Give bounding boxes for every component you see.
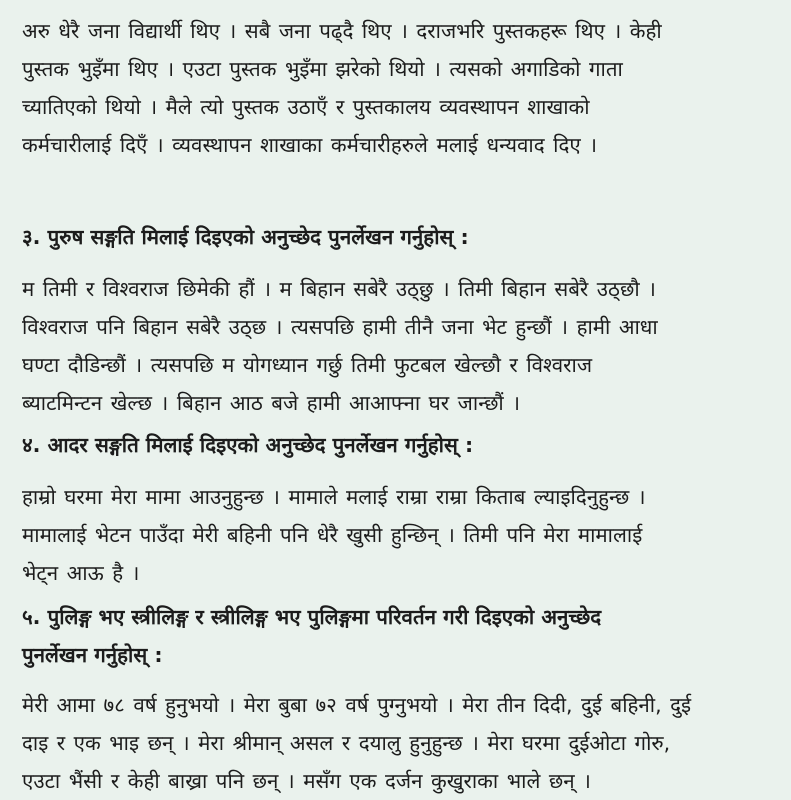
section-4-line: मामालाई भेटन पाउँदा मेरी बहिनी पनि धेरै खुसी हुन्छिन् । तिमी पनि मेरा मामालाई [22, 523, 643, 547]
section-5-line: मेरी आमा ७८ वर्ष हुनुभयो । मेरा बुबा ७२ वर्ष पुग्नुभयो । मेरा तीन दिदी, दुई बहिनी, दुई [22, 693, 692, 717]
section-5-heading-line: पुनर्लेखन गर्नुहोस् : [22, 643, 163, 667]
section-4-heading: ४. आदर सङ्गति मिलाई दिइएको अनुच्छेद पुनर्लेखन गर्नुहोस् : [22, 433, 474, 457]
section-5-line: दाइ र एक भाइ छन् । मेरा श्रीमान् असल र दयालु हुनुहुन्छ । मेरा घरमा दुईओटा गोरु, [22, 731, 671, 755]
section-4-line: हाम्रो घरमा मेरा मामा आउनुहुन्छ । मामाले मलाई राम्रा राम्रा किताब ल्याइदिनुहुन्छ । [22, 485, 646, 509]
section-3-line: म तिमी र विश्वराज छिमेकी हौं । म बिहान सबेरै उठ्छु । तिमी बिहान सबेरै उठ्छौ । [22, 277, 656, 301]
section-5-heading [22, 598, 769, 674]
section-5-heading-line: ५. पुलिङ्ग भए स्त्रीलिङ्ग र स्त्रीलिङ्ग भए पुलिङ्गमा परिवर्तन गरी दिइएको अनुच्छेद [22, 605, 602, 629]
intro-line: कर्मचारीलाई दिएँ । व्यवस्थापन शाखाका कर्मचारीहरुले मलाई धन्यवाद दिए । [22, 133, 597, 157]
section-3-heading: ३. पुरुष सङ्गति मिलाई दिइएको अनुच्छेद पुनर्लेखन गर्नुहोस् : [22, 225, 469, 249]
section-3-line: विश्वराज पनि बिहान सबेरै उठ्छ । त्यसपछि हामी तीनै जना भेट हुन्छौं । हामी आधा [22, 315, 658, 339]
intro-line: पुस्तक भुइँमा थिए । एउटा पुस्तक भुइँमा झरेको थियो । त्यसको अगाडिको गाता [22, 57, 623, 81]
section-4-line: भेट्न आऊ है । [22, 561, 140, 585]
intro-paragraph [22, 12, 769, 164]
section-3-line: ब्याटमिन्टन खेल्छ । बिहान आठ बजे हामी आआफ्ना घर जान्छौं । [22, 391, 521, 415]
intro-line: च्यातिएको थियो । मैले त्यो पुस्तक उठाएँ र पुस्तकालय व्यवस्थापन शाखाको [22, 95, 590, 119]
intro-line: अरु धेरै जना विद्यार्थी थिए । सबै जना पढ्दै थिए । दराजभरि पुस्तकहरू थिए । केही [22, 19, 662, 43]
section-4-paragraph [22, 478, 769, 592]
section-3-line: घण्टा दौडिन्छौं । त्यसपछि म योगध्यान गर्छु तिमी फुटबल खेल्छौ र विश्वराज [22, 353, 593, 377]
section-3-paragraph [22, 270, 769, 422]
section-5-line: एउटा भैंसी र केही बाख्रा पनि छन् । मसँग एक दर्जन कुखुराका भाले छन् । [22, 769, 591, 793]
section-5-paragraph [22, 686, 769, 800]
